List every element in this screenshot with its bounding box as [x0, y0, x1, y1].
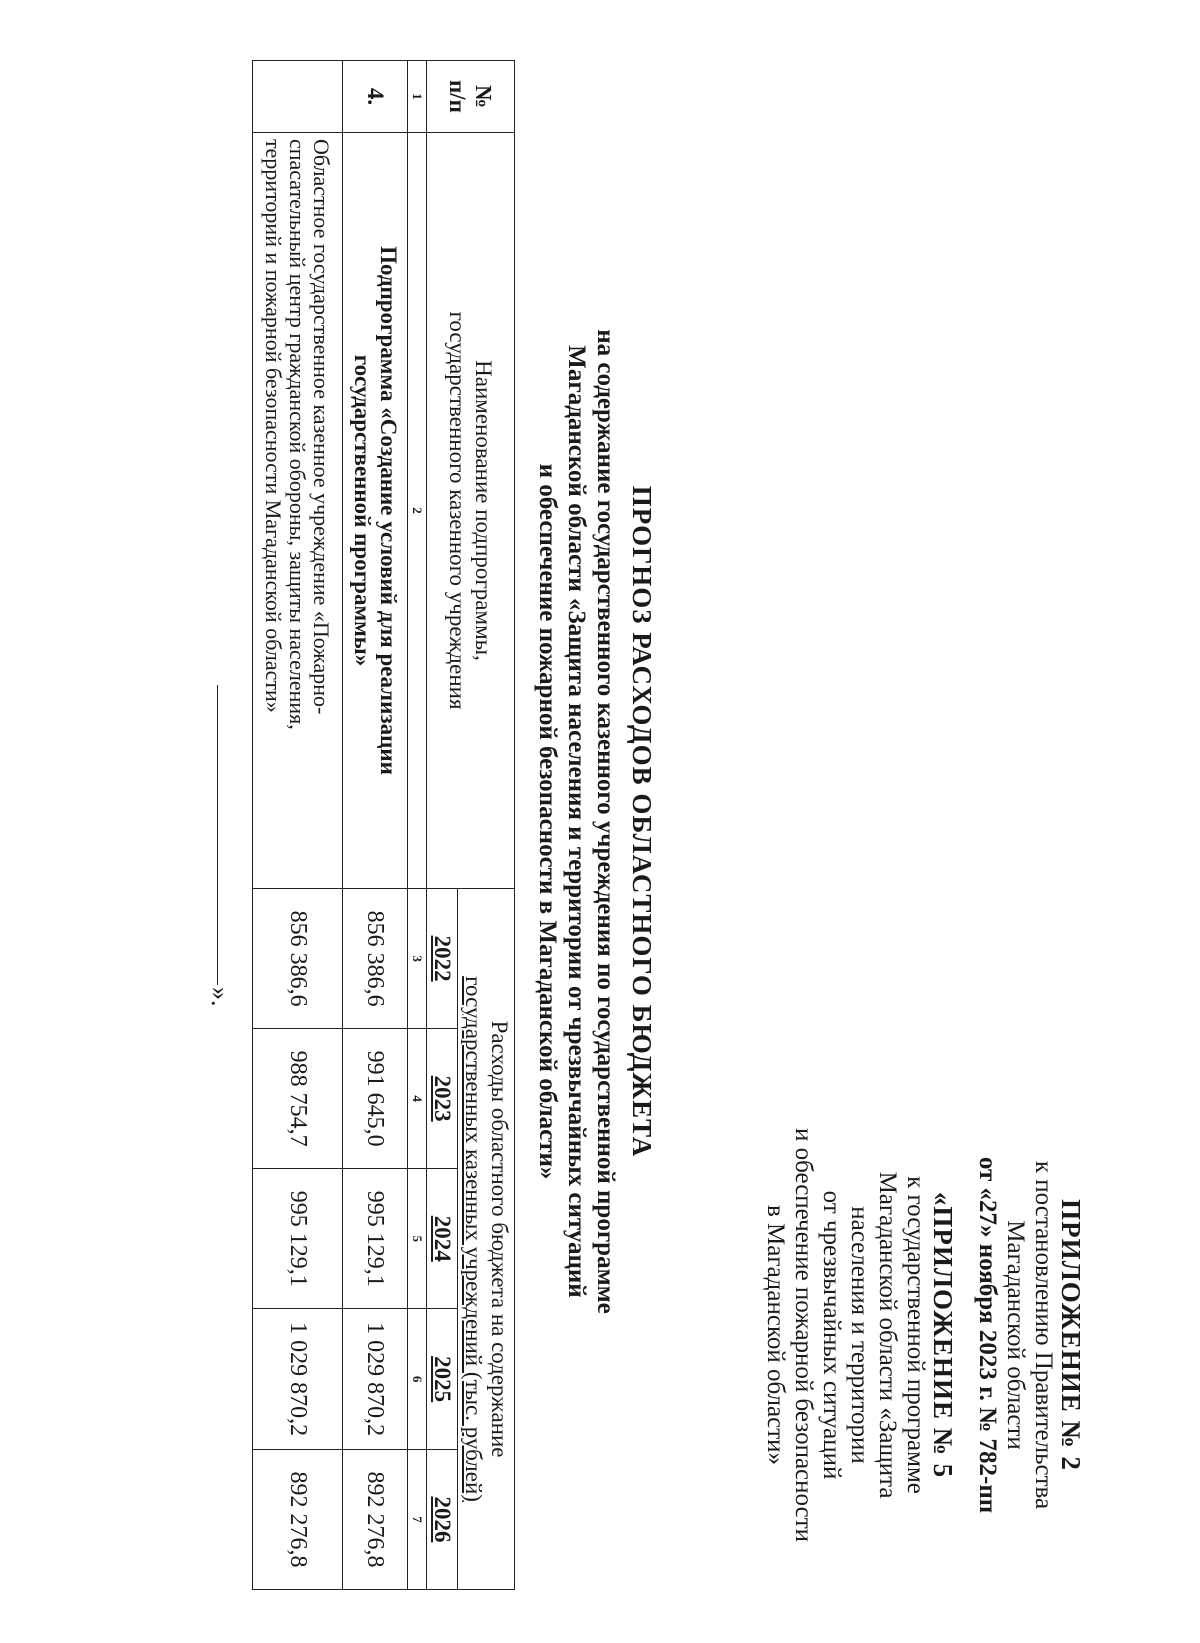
- header-year: 2022: [427, 889, 458, 1029]
- row-value: 988 754,7: [253, 1029, 343, 1169]
- appendix-title: ПРИЛОЖЕНИЕ № 2: [1056, 1199, 1086, 1471]
- row-num: [253, 61, 343, 133]
- header-year: 2024: [427, 1169, 458, 1309]
- col-index: 2: [408, 132, 427, 888]
- table-index-row: [408, 61, 427, 1590]
- inner-appendix-line: от чрезвычайных ситуаций: [818, 1190, 845, 1480]
- row-value: 1 029 870,2: [343, 1309, 408, 1450]
- row-value: 995 129,1: [253, 1169, 343, 1309]
- inner-appendix-line: Магаданской области «Защита: [874, 1171, 901, 1499]
- col-index: 5: [408, 1169, 427, 1309]
- inner-appendix-line: населения и территории: [846, 1206, 873, 1464]
- subtitle-line: на содержание государственного казенного учреждения по государственной программе: [592, 329, 619, 1314]
- header-year: 2025: [427, 1309, 458, 1450]
- document-title: ПРОГНОЗ РАСХОДОВ ОБЛАСТНОГО БЮДЖЕТА: [627, 485, 657, 1158]
- inner-appendix-line: и обеспечение пожарной безопасности: [790, 1127, 817, 1543]
- row-value: 892 276,8: [343, 1449, 408, 1589]
- row-value: 892 276,8: [253, 1449, 343, 1589]
- document-subtitle: [533, 150, 620, 1493]
- row-name: Подпрограмма «Создание условий для реализации государственной программы»: [343, 132, 408, 888]
- header-num: № п/п: [427, 61, 515, 133]
- closing-line: [205, 685, 235, 1007]
- appendix-date-line: от «27» ноября 2023 г. № 782-пп: [974, 1156, 1001, 1514]
- subtitle-line: Магаданской области «Защита населения и территории от чрезвычайных ситуаций: [563, 345, 590, 1298]
- inner-appendix-line: к государственной программе: [902, 1176, 929, 1494]
- col-index: 7: [408, 1449, 427, 1589]
- row-value: 856 386,6: [253, 889, 343, 1029]
- header-name: Наименование подпрограммы, государственного казенного учреждения: [427, 132, 515, 888]
- budget-table: [252, 60, 515, 1590]
- appendix-line: к постановлению Правительства: [1030, 1160, 1057, 1510]
- header-year: 2026: [427, 1449, 458, 1589]
- table-row: [253, 61, 343, 1590]
- table-header-row: [458, 61, 515, 1590]
- col-index: 1: [408, 61, 427, 133]
- row-value: 991 645,0: [343, 1029, 408, 1169]
- row-num: 4.: [343, 61, 408, 133]
- row-name: Областное государственное казенное учреждение «Пожарно- спасательный центр гражданской обороны, защиты населения, территорий и пожарной безопасности Магаданской области»: [253, 132, 343, 888]
- col-index: 3: [408, 889, 427, 1029]
- col-index: 6: [408, 1309, 427, 1450]
- inner-appendix-line: в Магаданской области»: [762, 1204, 789, 1466]
- row-value: 856 386,6: [343, 889, 408, 1029]
- closing-quote: ».: [206, 987, 235, 1007]
- header-expenses-group: Расходы областного бюджета на содержание государственных казенных учреждений (тыс. рублей): [458, 889, 515, 1590]
- appendix-block: [761, 1055, 1085, 1615]
- table-row: [343, 61, 408, 1590]
- appendix-line: Магаданской области: [1002, 1220, 1029, 1450]
- header-year: 2023: [427, 1029, 458, 1169]
- closing-rule: [217, 685, 218, 985]
- col-index: 4: [408, 1029, 427, 1169]
- row-value: 995 129,1: [343, 1169, 408, 1309]
- subtitle-line: и обеспечение пожарной безопасности в Магаданской области»: [534, 463, 561, 1180]
- row-value: 1 029 870,2: [253, 1309, 343, 1450]
- inner-appendix-title: «ПРИЛОЖЕНИЕ № 5: [928, 1191, 958, 1479]
